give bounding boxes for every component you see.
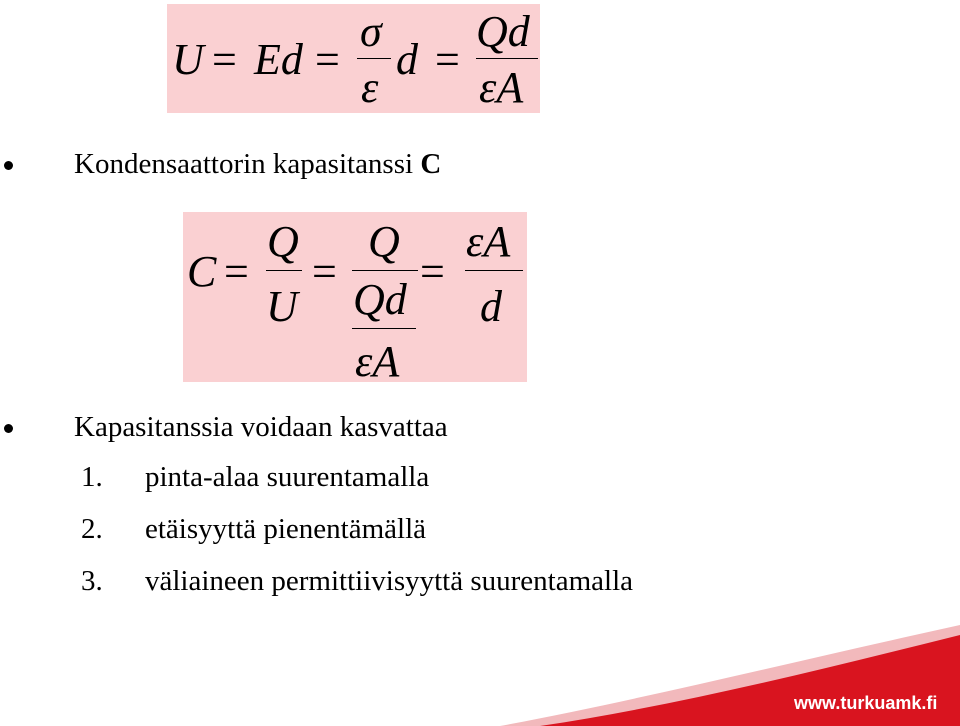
eq1-epsilon: ε	[361, 63, 379, 112]
eq2-frac2-numerator: Q	[368, 217, 400, 266]
eq1-lhs-u: U	[172, 35, 204, 84]
footer-url[interactable]: www.turkuamk.fi	[794, 693, 938, 713]
eq1-equals-3: =	[435, 35, 460, 84]
eq1-numerator: Qd	[476, 7, 530, 56]
list-item-text: pinta-alaa suurentamalla	[145, 461, 430, 493]
eq2-frac1-numerator: Q	[267, 217, 299, 266]
eq2-frac3-denominator: d	[480, 282, 502, 331]
list-item-number: 1.	[81, 461, 103, 493]
eq2-frac2-inner-denominator: εA	[355, 337, 400, 386]
bullet-text-increase: Kapasitanssia voidaan kasvattaa	[74, 411, 448, 443]
bullet-text-bold: C	[420, 148, 442, 180]
list-item-number: 2.	[81, 513, 103, 545]
eq2-frac2-inner-numerator: Qd	[353, 275, 407, 324]
eq1-d: d	[396, 35, 418, 84]
eq2-equals-3: =	[420, 247, 445, 296]
eq1-ed: Ed	[254, 35, 303, 84]
bullet-text-prefix: Kondensaattorin kapasitanssi	[74, 148, 421, 180]
eq1-equals-1: =	[212, 35, 237, 84]
eq2-equals-1: =	[224, 247, 249, 296]
eq1-equals-2: =	[315, 35, 340, 84]
list-item-text: etäisyyttä pienentämällä	[145, 513, 427, 545]
eq2-lhs-c: C	[187, 247, 217, 296]
eq2-frac3-numerator: εA	[466, 217, 511, 266]
list-item-text: väliaineen permittiivisyyttä suurentamalla	[145, 565, 634, 597]
eq2-equals-2: =	[312, 247, 337, 296]
list-item-number: 3.	[81, 565, 103, 597]
eq2-frac1-denominator: U	[266, 282, 298, 331]
eq1-sigma: σ	[360, 7, 382, 56]
eq1-denominator: εA	[479, 63, 524, 112]
